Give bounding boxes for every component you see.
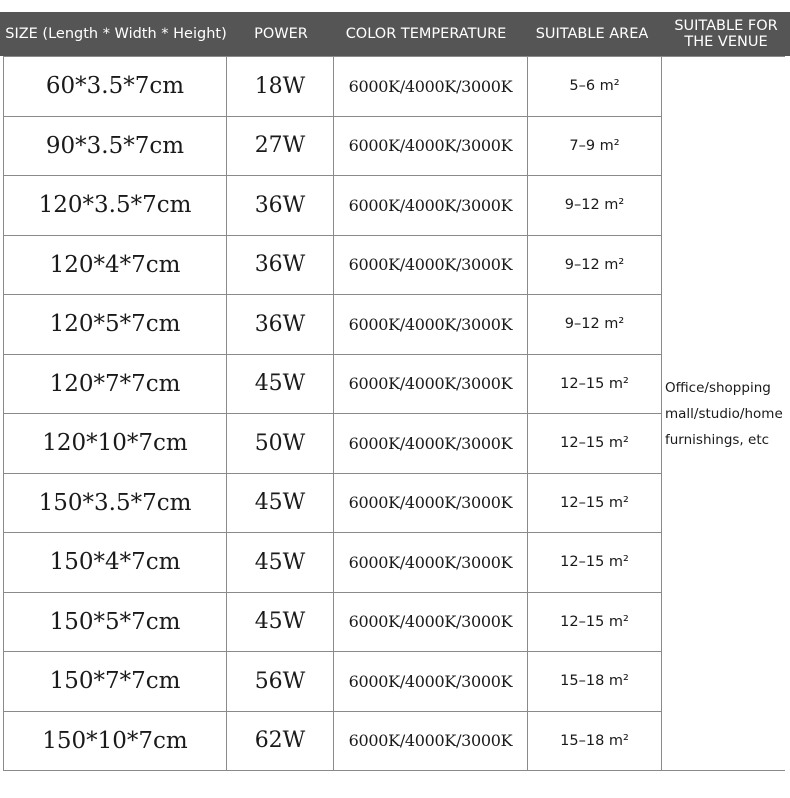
header-venue-line2: THE VENUE [684,34,768,50]
cell-suitable-area: 5–6 m² [528,57,662,117]
cell-power: 27W [227,116,334,176]
cell-power: 56W [227,652,334,712]
cell-suitable-area: 12–15 m² [528,414,662,474]
cell-size: 60*3.5*7cm [4,57,227,117]
cell-size: 120*4*7cm [4,235,227,295]
cell-power: 62W [227,711,334,771]
cell-power: 45W [227,533,334,593]
cell-color-temperature: 6000K/4000K/3000K [334,592,528,652]
cell-size: 120*10*7cm [4,414,227,474]
venue-line3: furnishings, etc [665,431,770,448]
cell-color-temperature: 6000K/4000K/3000K [334,57,528,117]
cell-size: 90*3.5*7cm [4,116,227,176]
cell-size: 120*7*7cm [4,354,227,414]
header-power: POWER [254,26,308,42]
cell-suitable-area: 12–15 m² [528,592,662,652]
cell-power: 18W [227,57,334,117]
cell-suitable-area: 9–12 m² [528,176,662,236]
cell-power: 50W [227,414,334,474]
cell-suitable-area: 12–15 m² [528,473,662,533]
venue-line2: mall/studio/home [665,405,783,422]
spec-table [3,56,785,771]
header-color-temperature: COLOR TEMPERATURE [345,26,507,42]
cell-color-temperature: 6000K/4000K/3000K [334,176,528,236]
cell-suitable-area: 15–18 m² [528,652,662,712]
cell-color-temperature: 6000K/4000K/3000K [334,414,528,474]
table-header [0,12,790,56]
cell-suitable-area: 15–18 m² [528,711,662,771]
cell-size: 150*4*7cm [4,533,227,593]
cell-color-temperature: 6000K/4000K/3000K [334,473,528,533]
cell-size: 150*5*7cm [4,592,227,652]
cell-suitable-area: 7–9 m² [528,116,662,176]
cell-suitable-area: 12–15 m² [528,533,662,593]
cell-color-temperature: 6000K/4000K/3000K [334,295,528,355]
cell-color-temperature: 6000K/4000K/3000K [334,711,528,771]
cell-power: 36W [227,235,334,295]
header-suitable-venue [662,12,790,56]
header-size: SIZE (Length * Width * Height) [5,26,227,42]
cell-suitable-area: 9–12 m² [528,295,662,355]
venue-line1: Office/shopping [665,379,771,396]
cell-power: 45W [227,354,334,414]
cell-size: 120*3.5*7cm [4,176,227,236]
cell-color-temperature: 6000K/4000K/3000K [334,116,528,176]
cell-color-temperature: 6000K/4000K/3000K [334,652,528,712]
cell-size: 120*5*7cm [4,295,227,355]
cell-power: 45W [227,473,334,533]
header-venue-line1: SUITABLE FOR [674,18,778,34]
cell-size: 150*10*7cm [4,711,227,771]
cell-suitable-area: 12–15 m² [528,354,662,414]
cell-power: 36W [227,295,334,355]
cell-color-temperature: 6000K/4000K/3000K [334,533,528,593]
cell-power: 36W [227,176,334,236]
cell-color-temperature: 6000K/4000K/3000K [334,235,528,295]
cell-suitable-venue [662,57,785,771]
cell-power: 45W [227,592,334,652]
cell-size: 150*7*7cm [4,652,227,712]
header-suitable-area: SUITABLE AREA [535,26,649,42]
cell-size: 150*3.5*7cm [4,473,227,533]
cell-suitable-area: 9–12 m² [528,235,662,295]
table-row [4,57,785,117]
cell-color-temperature: 6000K/4000K/3000K [334,354,528,414]
